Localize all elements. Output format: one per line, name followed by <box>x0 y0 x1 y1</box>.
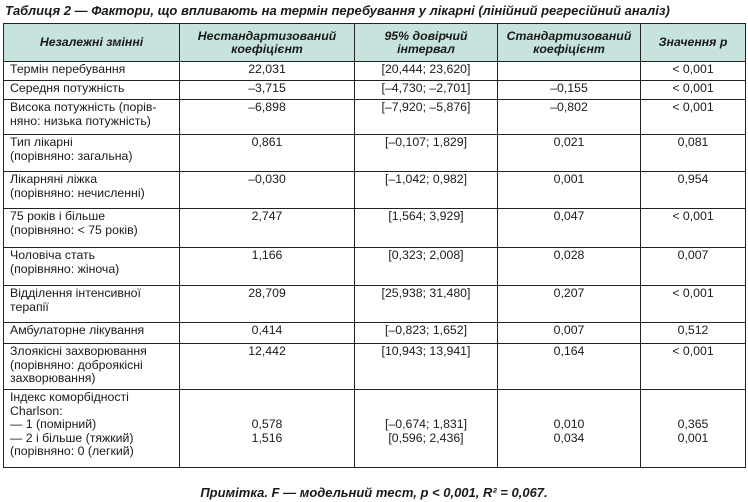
cell-line: [25,938; 31,480] <box>381 286 471 300</box>
cell-line: Амбулаторне лікування <box>10 323 145 337</box>
header-standardized-coef: Стандартизований коефіцієнт <box>498 24 641 62</box>
standardized-coef-cell <box>498 81 641 100</box>
confidence-interval-cell <box>355 62 498 81</box>
cell-line: Висока потужність (порів- <box>10 100 157 114</box>
cell-line: [–1,042; 0,982] <box>384 172 468 186</box>
cell-line: [–0,674; 1,831] <box>384 417 468 431</box>
cell-line: (порівняно: 0 (легкий) <box>10 444 134 458</box>
cell-line: 1,166 <box>251 248 283 262</box>
cell-line: Відділення інтенсивної <box>10 286 141 300</box>
standardized-coef-cell <box>498 390 641 468</box>
standardized-coef-cell <box>498 62 641 81</box>
table-row <box>4 248 746 286</box>
table-row <box>4 323 746 344</box>
unstandardized-coef-cell <box>180 100 355 135</box>
table-row <box>4 286 746 323</box>
variable-label-cell <box>4 62 180 81</box>
confidence-interval-cell <box>355 323 498 344</box>
confidence-interval-cell <box>355 286 498 323</box>
cell-line: < 0,001 <box>672 286 714 300</box>
cell-line: (порівняно: < 75 років) <box>10 222 138 237</box>
cell-line: < 0,001 <box>672 62 714 76</box>
p-value-cell <box>641 344 746 390</box>
header-row <box>4 24 746 62</box>
standardized-coef-cell <box>498 248 641 286</box>
table-header <box>4 24 746 62</box>
p-value-cell <box>641 286 746 323</box>
table-row <box>4 62 746 81</box>
cell-line: терапії <box>10 299 49 314</box>
table-row <box>4 390 746 468</box>
cell-line: –0,155 <box>550 81 588 95</box>
p-value-cell <box>641 248 746 286</box>
table-row <box>4 100 746 135</box>
cell-line: 2,747 <box>251 209 283 223</box>
cell-line: –3,715 <box>248 81 286 95</box>
p-value-cell <box>641 209 746 248</box>
regression-table <box>3 23 746 468</box>
cell-line: Індекс коморбідності <box>10 390 129 404</box>
cell-line: [0,596; 2,436] <box>388 430 464 445</box>
cell-line: Злоякісні захворювання <box>10 344 147 358</box>
cell-line: [–7,920; –5,876] <box>381 100 471 114</box>
cell-line: 0,578 <box>251 417 283 431</box>
cell-line: 0,047 <box>553 209 585 223</box>
p-value-cell <box>641 81 746 100</box>
cell-line: 0,007 <box>677 248 709 262</box>
cell-line: (порівняно: доброякісні <box>10 357 143 372</box>
cell-line: Тип лікарні <box>10 135 73 149</box>
cell-line: Середня потужність <box>10 81 125 95</box>
confidence-interval-cell <box>355 248 498 286</box>
standardized-coef-cell <box>498 172 641 209</box>
cell-line <box>502 63 636 77</box>
standardized-coef-cell <box>498 344 641 390</box>
variable-label-cell <box>4 286 180 323</box>
confidence-interval-cell <box>355 81 498 100</box>
cell-line: 0,010 <box>553 417 585 431</box>
variable-label-cell <box>4 209 180 248</box>
cell-line: [–0,107; 1,829] <box>384 135 468 149</box>
variable-label-cell <box>4 248 180 286</box>
cell-line <box>502 445 636 459</box>
confidence-interval-cell <box>355 100 498 135</box>
cell-line: 0,207 <box>553 286 585 300</box>
cell-line <box>359 445 493 459</box>
header-variables: Незалежні змінні <box>4 24 180 62</box>
unstandardized-coef-cell <box>180 390 355 468</box>
cell-line: Charlson: <box>10 403 63 418</box>
variable-label-cell <box>4 344 180 390</box>
cell-line: — 2 і більше (тяжкий) <box>10 430 134 445</box>
cell-line: 0,414 <box>251 323 283 337</box>
cell-line <box>645 391 741 405</box>
variable-label-cell <box>4 323 180 344</box>
cell-line <box>502 405 636 419</box>
standardized-coef-cell <box>498 323 641 344</box>
cell-line <box>645 405 741 419</box>
p-value-cell <box>641 100 746 135</box>
table-row <box>4 209 746 248</box>
cell-line <box>184 445 350 459</box>
cell-line: –0,802 <box>550 100 588 114</box>
cell-line: 1,516 <box>251 430 283 445</box>
unstandardized-coef-cell <box>180 81 355 100</box>
cell-line: 0,954 <box>677 172 709 186</box>
cell-line: Лікарняні ліжка <box>10 172 98 186</box>
cell-line: 0,034 <box>553 430 585 445</box>
variable-label-cell <box>4 81 180 100</box>
cell-line: Термін перебування <box>10 62 126 76</box>
p-value-cell <box>641 62 746 81</box>
cell-line: 0,081 <box>677 135 709 149</box>
p-value-cell <box>641 135 746 172</box>
p-value-cell <box>641 172 746 209</box>
variable-label-cell <box>4 135 180 172</box>
cell-line: < 0,001 <box>672 100 714 114</box>
confidence-interval-cell <box>355 172 498 209</box>
cell-line: 22,031 <box>248 62 286 76</box>
cell-line: 0,007 <box>553 323 585 337</box>
unstandardized-coef-cell <box>180 135 355 172</box>
cell-line: няно: низька потужність) <box>10 113 151 128</box>
unstandardized-coef-cell <box>180 323 355 344</box>
standardized-coef-cell <box>498 209 641 248</box>
variable-label-cell <box>4 100 180 135</box>
cell-line: < 0,001 <box>672 81 714 95</box>
table-note: Примітка. F — модельний тест, p < 0,001, R² = 0,067. <box>200 485 548 500</box>
standardized-coef-cell <box>498 286 641 323</box>
cell-line: [0,323; 2,008] <box>388 248 464 262</box>
header-confidence-interval: 95% довірчий інтервал <box>355 24 498 62</box>
cell-line: –0,030 <box>248 172 286 186</box>
cell-line <box>184 405 350 419</box>
cell-line <box>645 445 741 459</box>
cell-line: 0,365 <box>677 417 709 431</box>
header-p-value: Значення p <box>641 24 746 62</box>
cell-line: (порівняно: нечисленні) <box>10 185 145 200</box>
table-row <box>4 344 746 390</box>
table-body <box>4 62 746 468</box>
cell-line: 0,861 <box>251 135 283 149</box>
cell-line: 0,001 <box>677 430 709 445</box>
cell-line: < 0,001 <box>672 344 714 358</box>
table-row <box>4 172 746 209</box>
cell-line: –6,898 <box>248 100 286 114</box>
variable-label-cell <box>4 172 180 209</box>
table-row <box>4 81 746 100</box>
cell-line <box>359 405 493 419</box>
variable-label-cell <box>4 390 180 468</box>
cell-line: — 1 (помірний) <box>10 417 97 431</box>
cell-line: 12,442 <box>248 344 286 358</box>
cell-line: [1,564; 3,929] <box>388 209 464 223</box>
cell-line: 75 років і більше <box>10 209 106 223</box>
cell-line: 0,021 <box>553 135 585 149</box>
cell-line: 28,709 <box>248 286 286 300</box>
cell-line <box>184 391 350 405</box>
confidence-interval-cell <box>355 209 498 248</box>
standardized-coef-cell <box>498 100 641 135</box>
cell-line: 0,001 <box>553 172 585 186</box>
cell-line: Чоловіча стать <box>10 248 96 262</box>
cell-line: [–4,730; –2,701] <box>381 81 471 95</box>
standardized-coef-cell <box>498 135 641 172</box>
cell-line: (порівняно: жіноча) <box>10 261 120 276</box>
cell-line: < 0,001 <box>672 209 714 223</box>
cell-line: 0,512 <box>677 323 709 337</box>
unstandardized-coef-cell <box>180 62 355 81</box>
unstandardized-coef-cell <box>180 209 355 248</box>
confidence-interval-cell <box>355 344 498 390</box>
cell-line: (порівняно: загальна) <box>10 148 133 163</box>
confidence-interval-cell <box>355 135 498 172</box>
cell-line <box>502 391 636 405</box>
p-value-cell <box>641 390 746 468</box>
cell-line: 0,028 <box>553 248 585 262</box>
unstandardized-coef-cell <box>180 344 355 390</box>
p-value-cell <box>641 323 746 344</box>
unstandardized-coef-cell <box>180 172 355 209</box>
header-unstandardized-coef: Нестандартизований коефіцієнт <box>180 24 355 62</box>
table-caption: Таблиця 2 — Фактори, що впливають на термін перебування у лікарні (лінійний регресійний аналіз) <box>5 3 670 18</box>
unstandardized-coef-cell <box>180 248 355 286</box>
cell-line: захворювання) <box>10 371 96 385</box>
cell-line <box>359 391 493 405</box>
unstandardized-coef-cell <box>180 286 355 323</box>
table-row <box>4 135 746 172</box>
cell-line: [20,444; 23,620] <box>381 62 471 76</box>
confidence-interval-cell <box>355 390 498 468</box>
cell-line: [10,943; 13,941] <box>381 344 471 358</box>
cell-line: 0,164 <box>553 344 585 358</box>
cell-line: [–0,823; 1,652] <box>384 323 468 337</box>
